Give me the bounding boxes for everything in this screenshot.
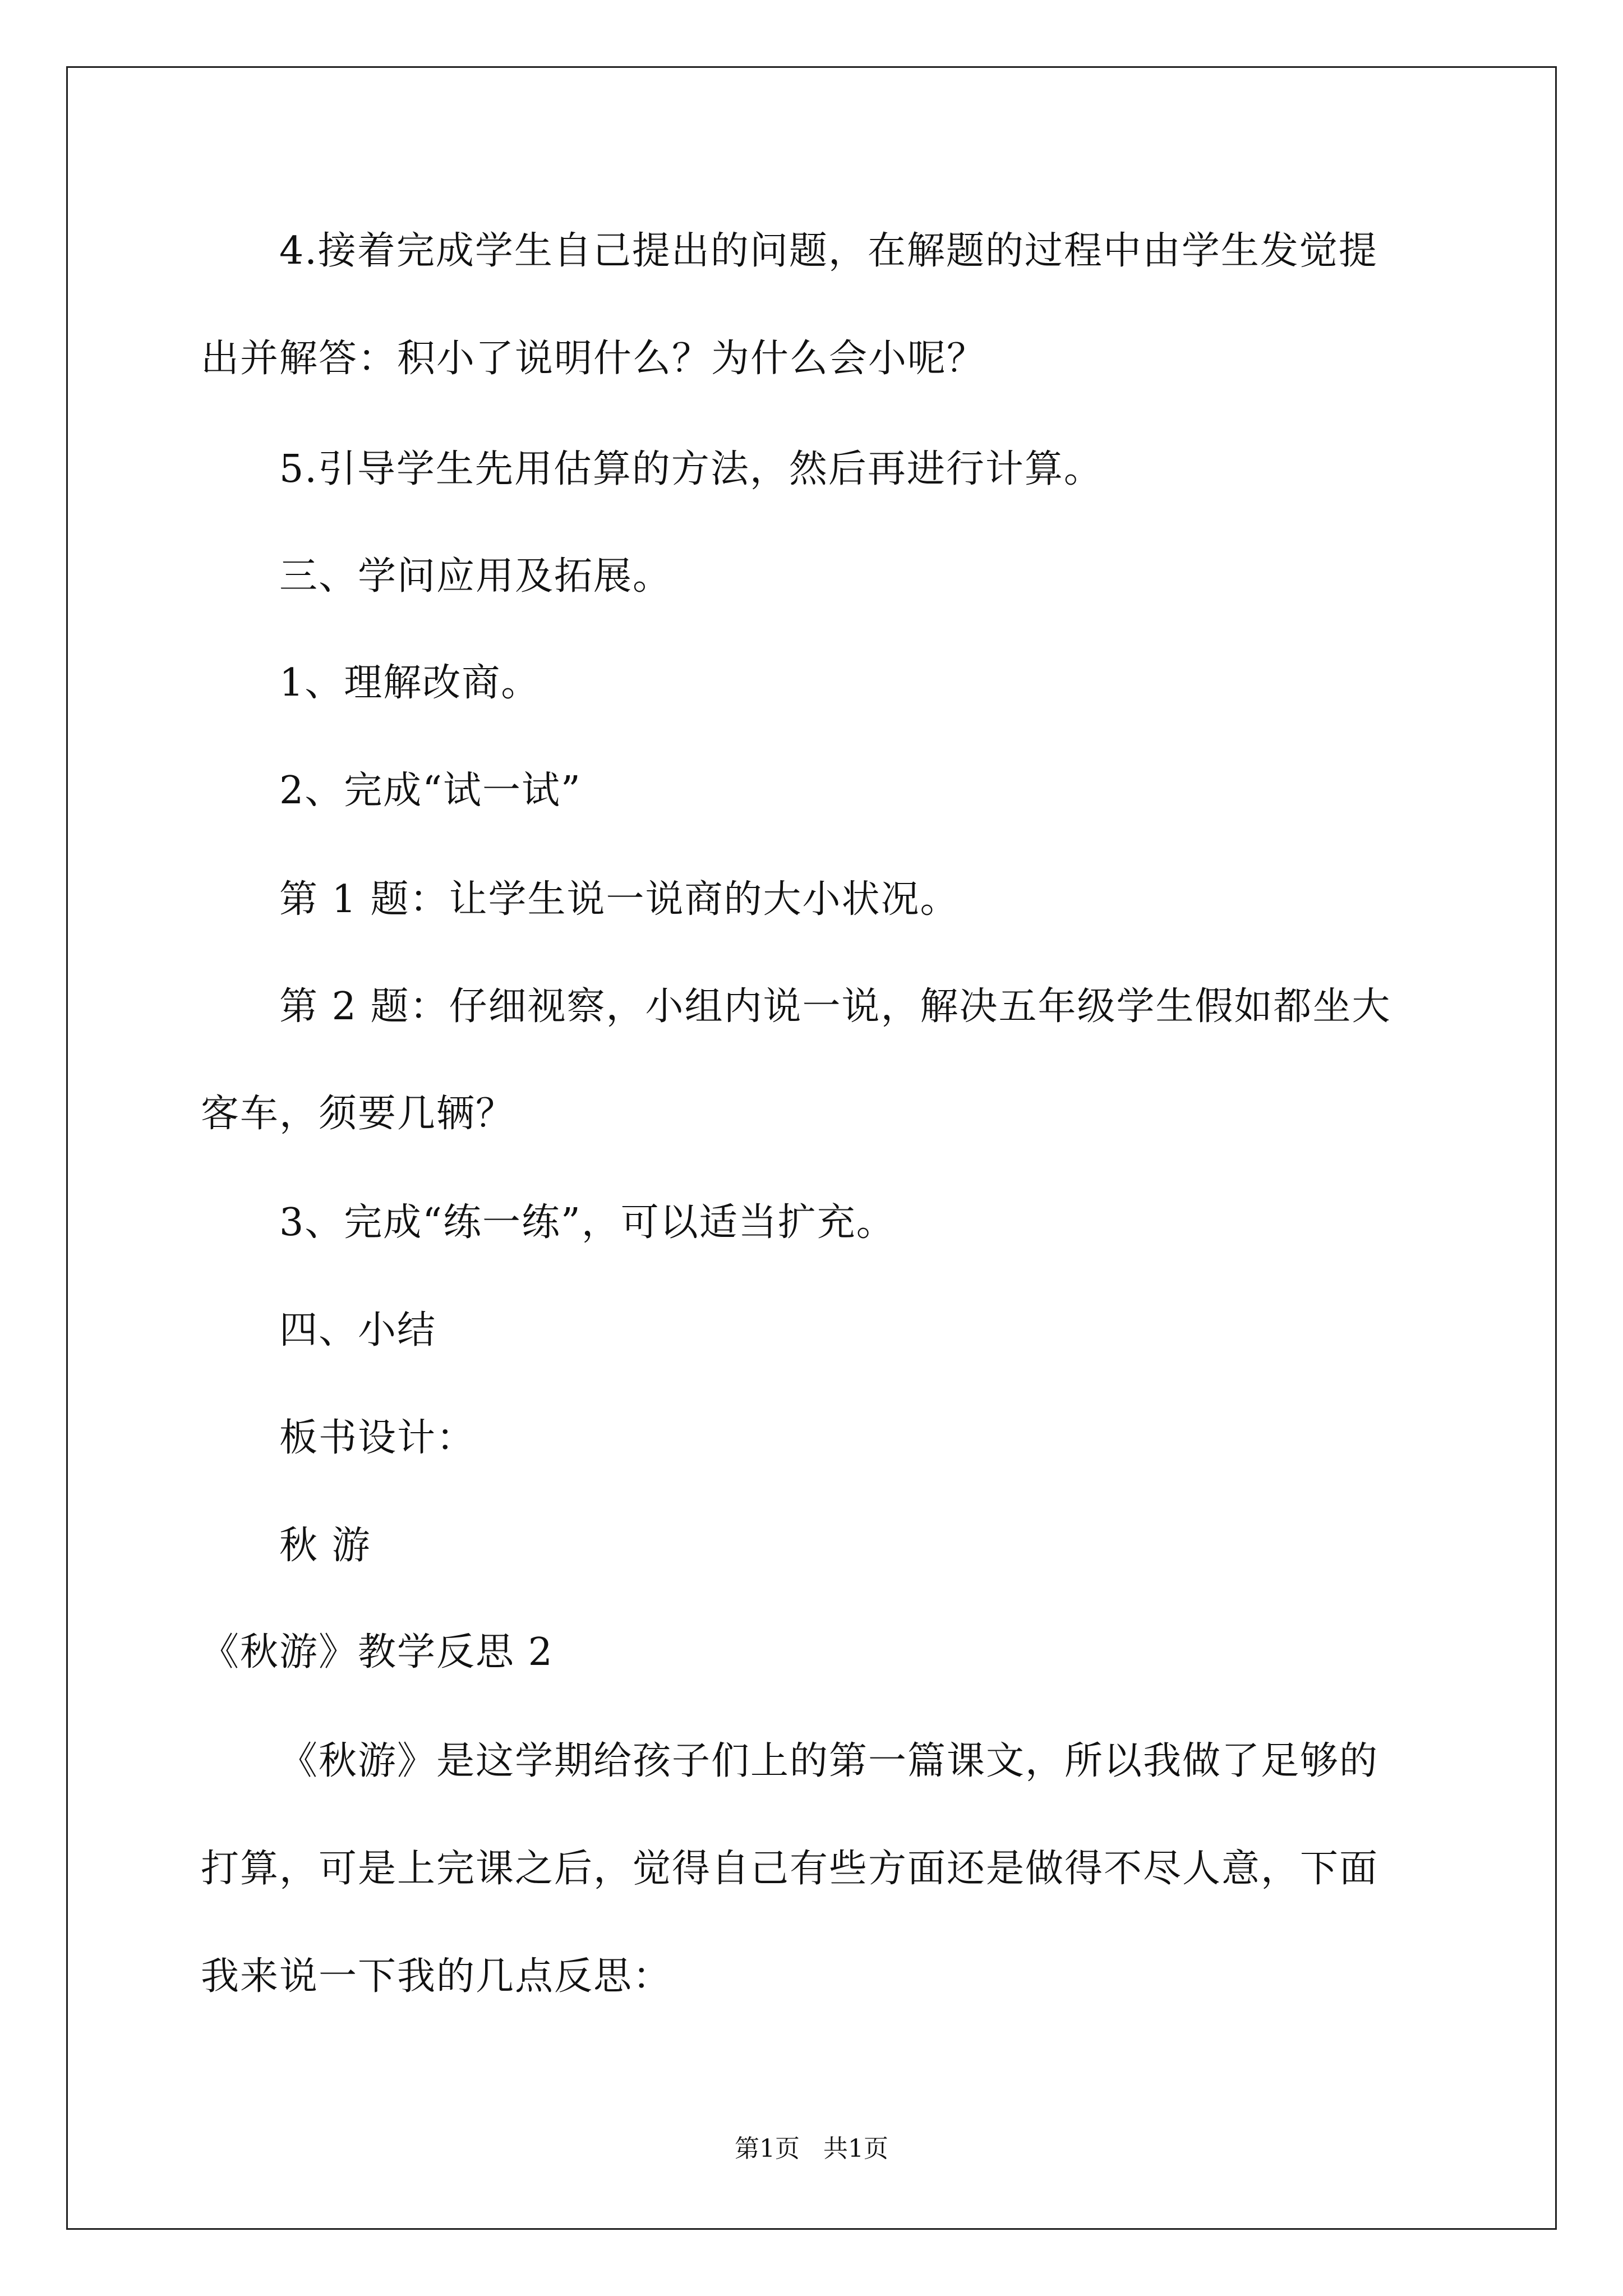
- paragraph-line: 客车，须要几辆？: [201, 1092, 515, 1136]
- paragraph-line: 出并解答：积小了说明什么？为什么会小呢？: [201, 337, 986, 381]
- paragraph-line: 3、完成“练一练”，可以适当扩充。: [279, 1200, 896, 1245]
- paragraph-line: 第 1 题：让学生说一说商的大小状况。: [279, 877, 960, 922]
- paragraph-line: 4.接着完成学生自己提出的问题，在解题的过程中由学生发觉提: [279, 229, 1378, 273]
- paragraph-line: 1、理解改商。: [279, 661, 541, 705]
- paragraph-line: 5.引导学生先用估算的方法，然后再进行计算。: [279, 447, 1103, 491]
- paragraph-line: 《秋游》是这学期给孩子们上的第一篇课文，所以我做了足够的: [279, 1739, 1379, 1783]
- paragraph-line: 2、完成“试一试”: [279, 769, 582, 813]
- article-title: 《秋游》教学反思 2: [201, 1630, 554, 1674]
- paragraph-line: 板书设计：: [279, 1416, 476, 1460]
- page-border: [66, 66, 1557, 2230]
- section-heading: 四、小结: [279, 1308, 437, 1352]
- paragraph-line: 第 2 题：仔细视察，小组内说一说，解决五年级学生假如都坐大: [279, 984, 1391, 1029]
- paragraph-line: 秋 游: [279, 1524, 371, 1568]
- paragraph-line: 我来说一下我的几点反思：: [201, 1954, 672, 1999]
- paragraph-line: 打算，可是上完课之后，觉得自己有些方面还是做得不尽人意，下面: [201, 1847, 1379, 1891]
- page-footer: 第1页 共1页: [735, 2134, 888, 2163]
- section-heading: 三、学问应用及拓展。: [279, 554, 672, 599]
